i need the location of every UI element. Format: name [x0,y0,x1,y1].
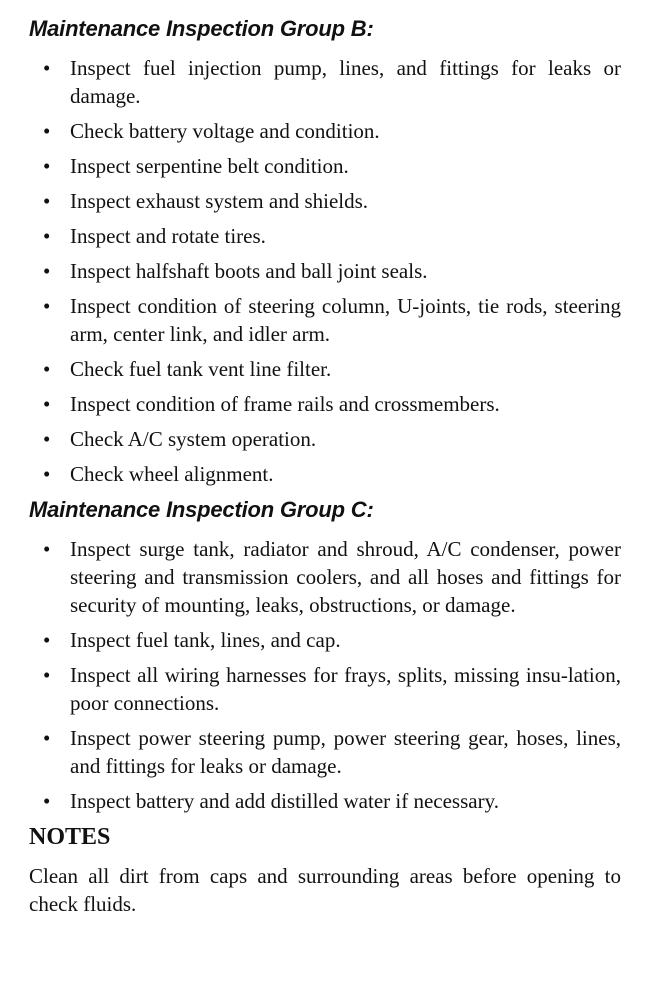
list-item: • Inspect serpentine belt condition. [43,154,349,178]
list-item: • Inspect condition of frame rails and crossmembers. [43,392,500,416]
bullet-icon: • [43,427,51,451]
bullet-icon: • [43,56,51,80]
bullet-icon: • [43,224,51,248]
bullet-icon: • [43,537,51,561]
list-item: • Inspect power steering pump, power steering gear, hoses, lines, and fittings for leaks or damage. [43,726,621,778]
bullet-icon: • [43,189,51,213]
notes-body: Clean all dirt from caps and surrounding areas before opening to check fluids. [29,864,621,916]
list-item: • Inspect condition of steering column, U-joints, tie rods, steering arm, center link, and idler arm. [43,294,621,346]
section-b-list [29,54,621,488]
list-item: • Check A/C system operation. [43,427,317,451]
bullet-icon: • [43,726,51,750]
bullet-icon: • [43,789,51,813]
bullet-icon: • [43,119,51,143]
list-item: • Inspect surge tank, radiator and shroud, A/C condenser, power steering and transmission coolers, and all hoses and fittings for security of mounting, leaks, obstructions, or damage. [43,537,621,617]
list-item: • Inspect battery and add distilled water if necessary. [43,789,499,813]
list-item: • Inspect and rotate tires. [43,224,266,248]
bullet-icon: • [43,294,51,318]
bullet-icon: • [43,357,51,381]
bullet-icon: • [43,154,51,178]
bullet-icon: • [43,392,51,416]
bullet-icon: • [43,628,51,652]
list-item: • Inspect all wiring harnesses for frays, splits, missing insu-lation, poor connections. [43,663,621,715]
document-page [29,14,621,918]
section-b-title: Maintenance Inspection Group B: [29,16,374,41]
section-c-title: Maintenance Inspection Group C: [29,497,374,522]
bullet-icon: • [43,259,51,283]
list-item: • Inspect halfshaft boots and ball joint seals. [43,259,428,283]
list-item: • Inspect fuel tank, lines, and cap. [43,628,341,652]
list-item: • Check battery voltage and condition. [43,119,380,143]
section-c-list [29,535,621,815]
list-item: • Inspect fuel injection pump, lines, and fittings for leaks or damage. [43,56,621,108]
list-item: • Inspect exhaust system and shields. [43,189,369,213]
bullet-icon: • [43,663,51,687]
list-item: • Check fuel tank vent line filter. [43,357,332,381]
notes-title: NOTES [29,824,111,850]
list-item: • Check wheel alignment. [43,462,274,486]
bullet-icon: • [43,462,51,486]
